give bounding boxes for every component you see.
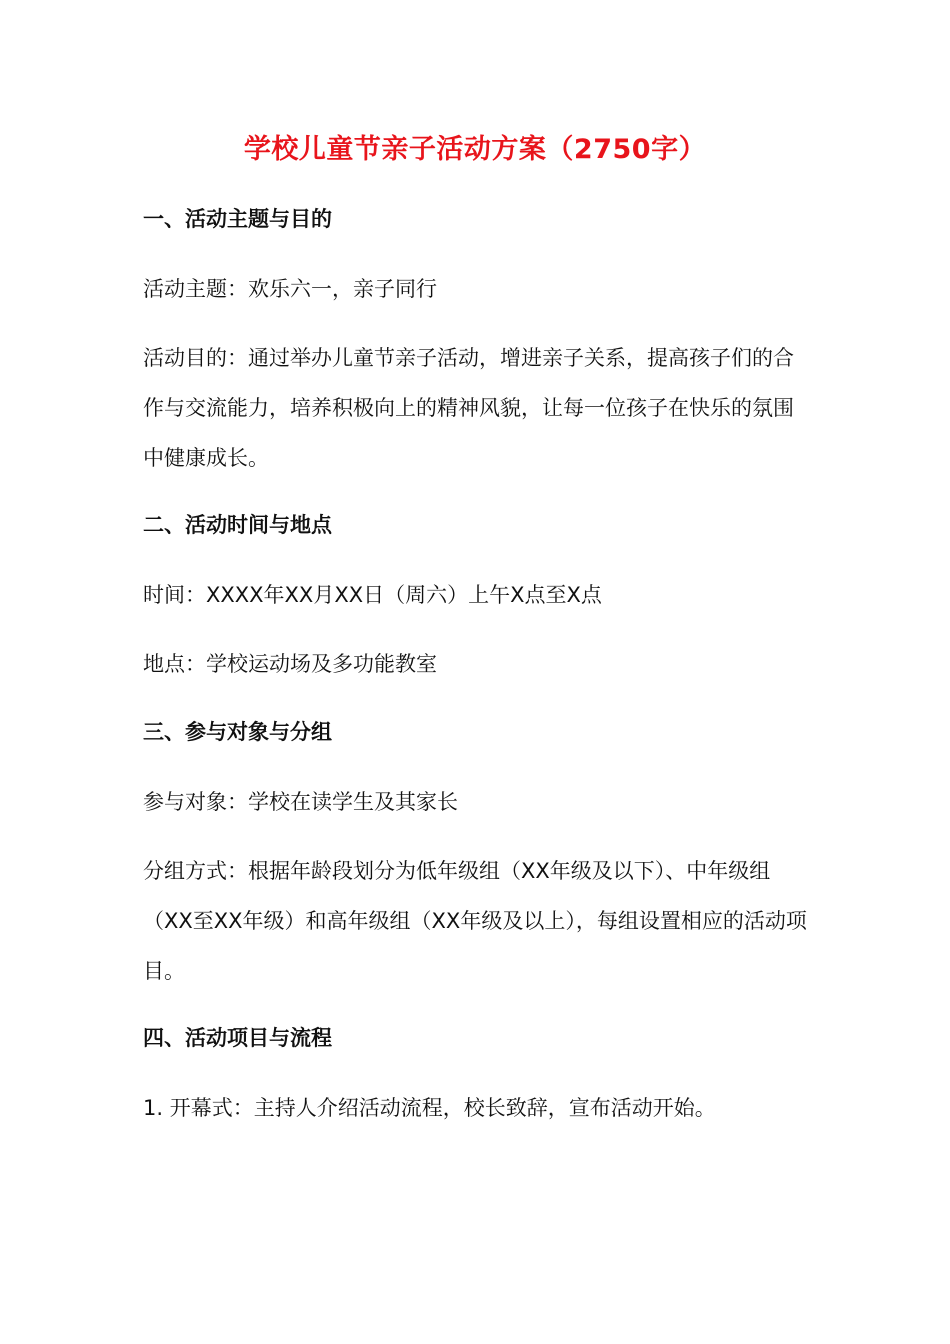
paragraph-opening-ceremony: 1. 开幕式：主持人介绍活动流程，校长致辞，宣布活动开始。 bbox=[143, 1096, 716, 1120]
paragraph-activity-theme: 活动主题：欢乐六一，亲子同行 bbox=[143, 277, 437, 301]
paragraph-place: 地点：学校运动场及多功能教室 bbox=[143, 652, 437, 676]
paragraph-grouping: 分组方式：根据年龄段划分为低年级组（XX年级及以下）、中年级组（XX至XX年级）和高年级组（XX年级及以上），每组设置相应的活动项目。 bbox=[143, 859, 807, 983]
paragraph-activity-purpose: 活动目的：通过举办儿童节亲子活动，增进亲子关系，提高孩子们的合作与交流能力，培养积极向上的精神风貌，让每一位孩子在快乐的氛围中健康成长。 bbox=[143, 346, 794, 470]
section-heading-theme-purpose: 一、活动主题与目的 bbox=[143, 207, 332, 231]
paragraph-participants: 参与对象：学校在读学生及其家长 bbox=[143, 790, 458, 814]
document-title: 学校儿童节亲子活动方案（2750字） bbox=[243, 134, 707, 165]
paragraph-time: 时间：XXXX年XX月XX日（周六）上午X点至X点 bbox=[143, 583, 602, 607]
section-heading-participants-groups: 三、参与对象与分组 bbox=[143, 720, 332, 744]
section-heading-time-place: 二、活动时间与地点 bbox=[143, 513, 332, 537]
section-heading-items-process: 四、活动项目与流程 bbox=[143, 1026, 332, 1050]
